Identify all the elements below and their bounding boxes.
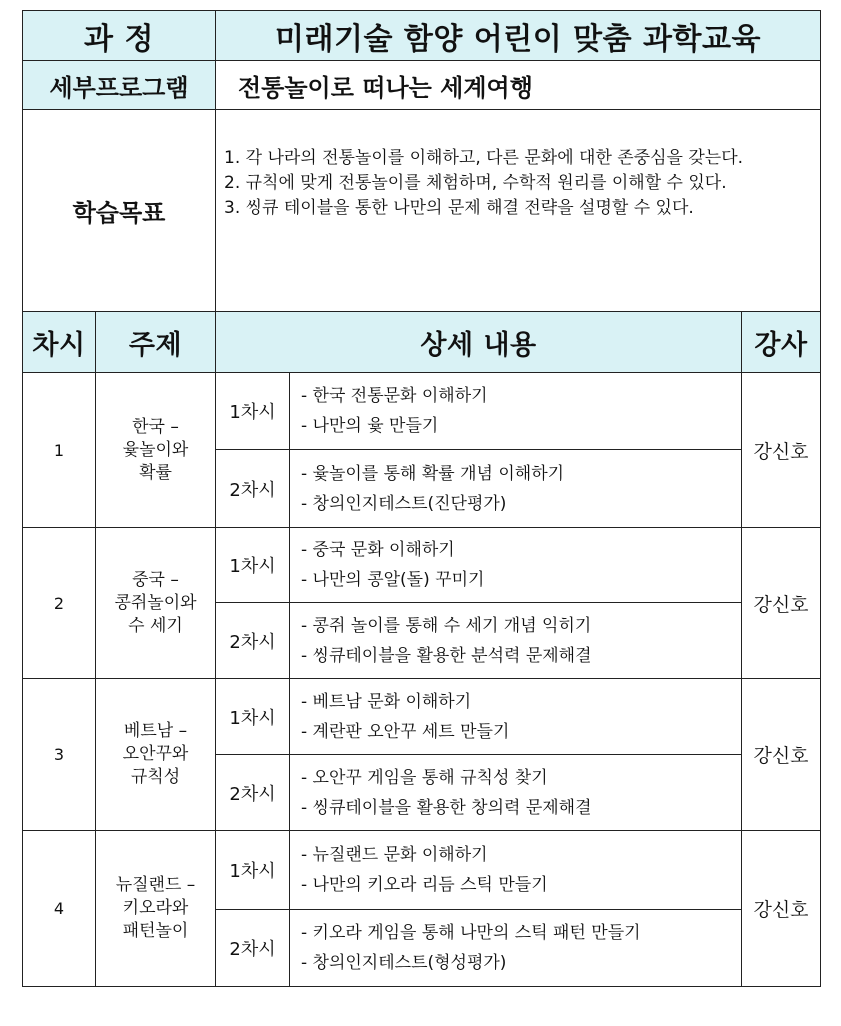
session-item: - 뉴질랜드 문화 이해하기 — [301, 845, 488, 865]
session-items — [290, 910, 742, 987]
session-items — [290, 831, 742, 910]
table-row — [23, 679, 821, 755]
course-title: 미래기술 함양 어린이 맞춤 과학교육 — [216, 11, 821, 61]
objective-item: 2. 규칙에 맞게 전통놀이를 체험하며, 수학적 원리를 이해할 수 있다. — [224, 173, 727, 193]
session-label: 1차시 — [216, 831, 290, 910]
topic-line: 뉴질랜드 – — [115, 875, 196, 895]
session-item: - 계란판 오안꾸 세트 만들기 — [301, 721, 510, 742]
objectives-label: 학습목표 — [23, 110, 216, 312]
session-item: - 한국 전통문화 이해하기 — [301, 386, 488, 406]
curriculum-table — [22, 10, 821, 987]
session-item: - 씽큐테이블을 활용한 창의력 문제해결 — [301, 797, 592, 818]
teacher-name: 강신호 — [742, 679, 821, 831]
objective-item: 1. 각 나라의 전통놀이를 이해하고, 다른 문화에 대한 존중심을 갖는다. — [224, 148, 744, 168]
course-label: 과 정 — [23, 11, 216, 61]
session-item: - 윷놀이를 통해 확률 개념 이해하기 — [301, 463, 565, 484]
session-label: 2차시 — [216, 910, 290, 987]
col-header-topic: 주제 — [96, 312, 216, 373]
row-topic — [96, 831, 216, 987]
session-item: - 콩쥐 놀이를 통해 수 세기 개념 익히기 — [301, 615, 592, 636]
col-header-teacher: 강사 — [742, 312, 821, 373]
session-item: - 오안꾸 게임을 통해 규칙성 찾기 — [301, 767, 548, 788]
table-row — [23, 528, 821, 603]
session-item: - 창의인지테스트(형성평가) — [301, 953, 507, 973]
session-label: 2차시 — [216, 755, 290, 831]
topic-line: 규칙성 — [130, 767, 181, 787]
topic-line: 베트남 – — [123, 721, 188, 741]
row-number: 2 — [23, 528, 96, 679]
row-topic — [96, 528, 216, 679]
session-items — [290, 373, 742, 450]
table-row — [23, 831, 821, 910]
session-item: - 씽큐테이블을 활용한 분석력 문제해결 — [301, 645, 592, 666]
row-topic — [96, 373, 216, 528]
objectives-list — [216, 110, 821, 312]
teacher-name: 강신호 — [742, 373, 821, 528]
teacher-name: 강신호 — [742, 831, 821, 987]
teacher-name: 강신호 — [742, 528, 821, 679]
session-item: - 중국 문화 이해하기 — [301, 540, 455, 560]
session-items — [290, 755, 742, 831]
objective-item: 3. 씽큐 테이블을 통한 나만의 문제 해결 전략을 설명할 수 있다. — [224, 198, 694, 218]
topic-line: 오안꾸와 — [122, 744, 189, 764]
topic-line: 확률 — [139, 462, 172, 483]
session-label: 2차시 — [216, 450, 290, 528]
topic-line: 한국 – — [132, 416, 179, 437]
row-topic — [96, 679, 216, 831]
session-label: 1차시 — [216, 373, 290, 450]
session-item: - 나만의 키오라 리듬 스틱 만들기 — [301, 875, 548, 895]
session-label: 2차시 — [216, 603, 290, 679]
program-title: 전통놀이로 떠나는 세계여행 — [216, 61, 821, 110]
session-items — [290, 603, 742, 679]
col-header-session: 차시 — [23, 312, 96, 373]
topic-line: 수 세기 — [128, 615, 183, 636]
session-item: - 베트남 문화 이해하기 — [301, 691, 472, 712]
session-items — [290, 528, 742, 603]
table-row — [23, 373, 821, 450]
session-items — [290, 450, 742, 528]
topic-line: 중국 – — [132, 569, 179, 590]
topic-line: 키오라와 — [122, 898, 189, 918]
row-number: 3 — [23, 679, 96, 831]
session-item: - 키오라 게임을 통해 나만의 스틱 패턴 만들기 — [301, 923, 641, 943]
col-header-detail: 상세 내용 — [216, 312, 742, 373]
session-label: 1차시 — [216, 679, 290, 755]
session-item: - 나만의 콩알(돌) 꾸미기 — [301, 570, 485, 590]
topic-line: 윷놀이와 — [122, 439, 189, 460]
session-label: 1차시 — [216, 528, 290, 603]
session-items — [290, 679, 742, 755]
program-label: 세부프로그램 — [23, 61, 216, 110]
session-item: - 나만의 윷 만들기 — [301, 416, 439, 436]
topic-line: 패턴놀이 — [122, 921, 189, 941]
row-number: 4 — [23, 831, 96, 987]
session-item: - 창의인지테스트(진단평가) — [301, 493, 507, 514]
row-number: 1 — [23, 373, 96, 528]
topic-line: 콩쥐놀이와 — [114, 592, 197, 613]
